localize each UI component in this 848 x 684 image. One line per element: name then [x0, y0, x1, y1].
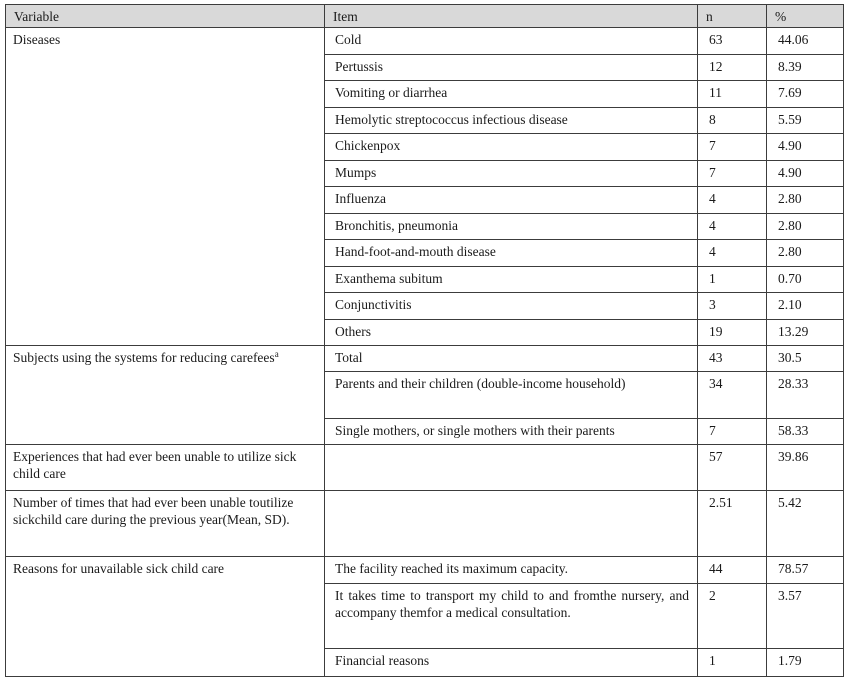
header-percent: % — [767, 5, 844, 28]
variable-experiences: Experiences that had ever been unable to utilize sick child care — [6, 445, 325, 491]
table-row — [6, 491, 844, 557]
percent-cell: 2.80 — [767, 240, 844, 267]
item-cell: Chickenpox — [325, 134, 698, 161]
percent-cell: 5.59 — [767, 108, 844, 134]
n-cell: 44 — [698, 557, 767, 584]
n-cell: 1 — [698, 267, 767, 293]
item-cell — [325, 584, 698, 649]
table-row — [6, 557, 844, 584]
table-row — [6, 28, 844, 55]
item-cell: Hemolytic streptococcus infectious disease — [325, 108, 698, 134]
n-cell: 34 — [698, 372, 767, 419]
percent-cell: 1.79 — [767, 649, 844, 677]
n-cell: 8 — [698, 108, 767, 134]
header-variable: Variable — [6, 5, 325, 28]
n-cell: 7 — [698, 419, 767, 445]
n-cell: 19 — [698, 320, 767, 346]
item-cell: Others — [325, 320, 698, 346]
item-cell: Parents and their children (double-income household) — [325, 372, 698, 419]
percent-cell: 8.39 — [767, 55, 844, 81]
item-cell: Single mothers, or single mothers with their parents — [325, 419, 698, 445]
percent-cell: 58.33 — [767, 419, 844, 445]
item-text: It takes time to transport my child to and fromthe nursery, and accompany themfor a medical consultation. — [335, 588, 689, 620]
variable-subjects-label: Subjects using the systems for reducing carefees — [13, 350, 275, 365]
percent-cell: 2.80 — [767, 187, 844, 214]
percent-cell: 30.5 — [767, 346, 844, 372]
footnote-marker: a — [274, 349, 279, 359]
item-cell — [325, 491, 698, 557]
item-cell: Hand-foot-and-mouth disease — [325, 240, 698, 267]
item-cell: Influenza — [325, 187, 698, 214]
variable-reasons: Reasons for unavailable sick child care — [6, 557, 325, 677]
n-cell: 1 — [698, 649, 767, 677]
item-cell: Vomiting or diarrhea — [325, 81, 698, 108]
header-row — [6, 5, 844, 28]
item-cell: Financial reasons — [325, 649, 698, 677]
item-cell: Mumps — [325, 161, 698, 187]
item-cell: Bronchitis, pneumonia — [325, 214, 698, 240]
item-cell: The facility reached its maximum capacity. — [325, 557, 698, 584]
n-cell: 4 — [698, 240, 767, 267]
n-cell: 2 — [698, 584, 767, 649]
percent-cell: 0.70 — [767, 267, 844, 293]
n-cell: 4 — [698, 214, 767, 240]
header-item: Item — [325, 5, 698, 28]
data-table — [5, 4, 844, 677]
percent-cell: 4.90 — [767, 134, 844, 161]
percent-cell: 7.69 — [767, 81, 844, 108]
n-cell: 63 — [698, 28, 767, 55]
percent-cell: 44.06 — [767, 28, 844, 55]
n-cell: 12 — [698, 55, 767, 81]
percent-cell: 39.86 — [767, 445, 844, 491]
item-cell: Pertussis — [325, 55, 698, 81]
n-cell: 43 — [698, 346, 767, 372]
item-cell — [325, 445, 698, 491]
n-cell: 7 — [698, 161, 767, 187]
table-row — [6, 346, 844, 372]
percent-cell: 13.29 — [767, 320, 844, 346]
n-cell: 7 — [698, 134, 767, 161]
item-cell: Conjunctivitis — [325, 293, 698, 320]
percent-cell: 3.57 — [767, 584, 844, 649]
table-row — [6, 445, 844, 491]
n-cell: 11 — [698, 81, 767, 108]
variable-times: Number of times that had ever been unable toutilize sickchild care during the previous year(Mean, SD). — [6, 491, 325, 557]
item-cell: Exanthema subitum — [325, 267, 698, 293]
n-cell: 57 — [698, 445, 767, 491]
percent-cell: 2.80 — [767, 214, 844, 240]
header-n: n — [698, 5, 767, 28]
percent-cell: 28.33 — [767, 372, 844, 419]
n-cell: 2.51 — [698, 491, 767, 557]
variable-subjects — [6, 346, 325, 445]
variable-diseases: Diseases — [6, 28, 325, 346]
n-cell: 4 — [698, 187, 767, 214]
percent-cell: 5.42 — [767, 491, 844, 557]
n-cell: 3 — [698, 293, 767, 320]
item-cell: Total — [325, 346, 698, 372]
percent-cell: 2.10 — [767, 293, 844, 320]
item-cell: Cold — [325, 28, 698, 55]
percent-cell: 4.90 — [767, 161, 844, 187]
percent-cell: 78.57 — [767, 557, 844, 584]
